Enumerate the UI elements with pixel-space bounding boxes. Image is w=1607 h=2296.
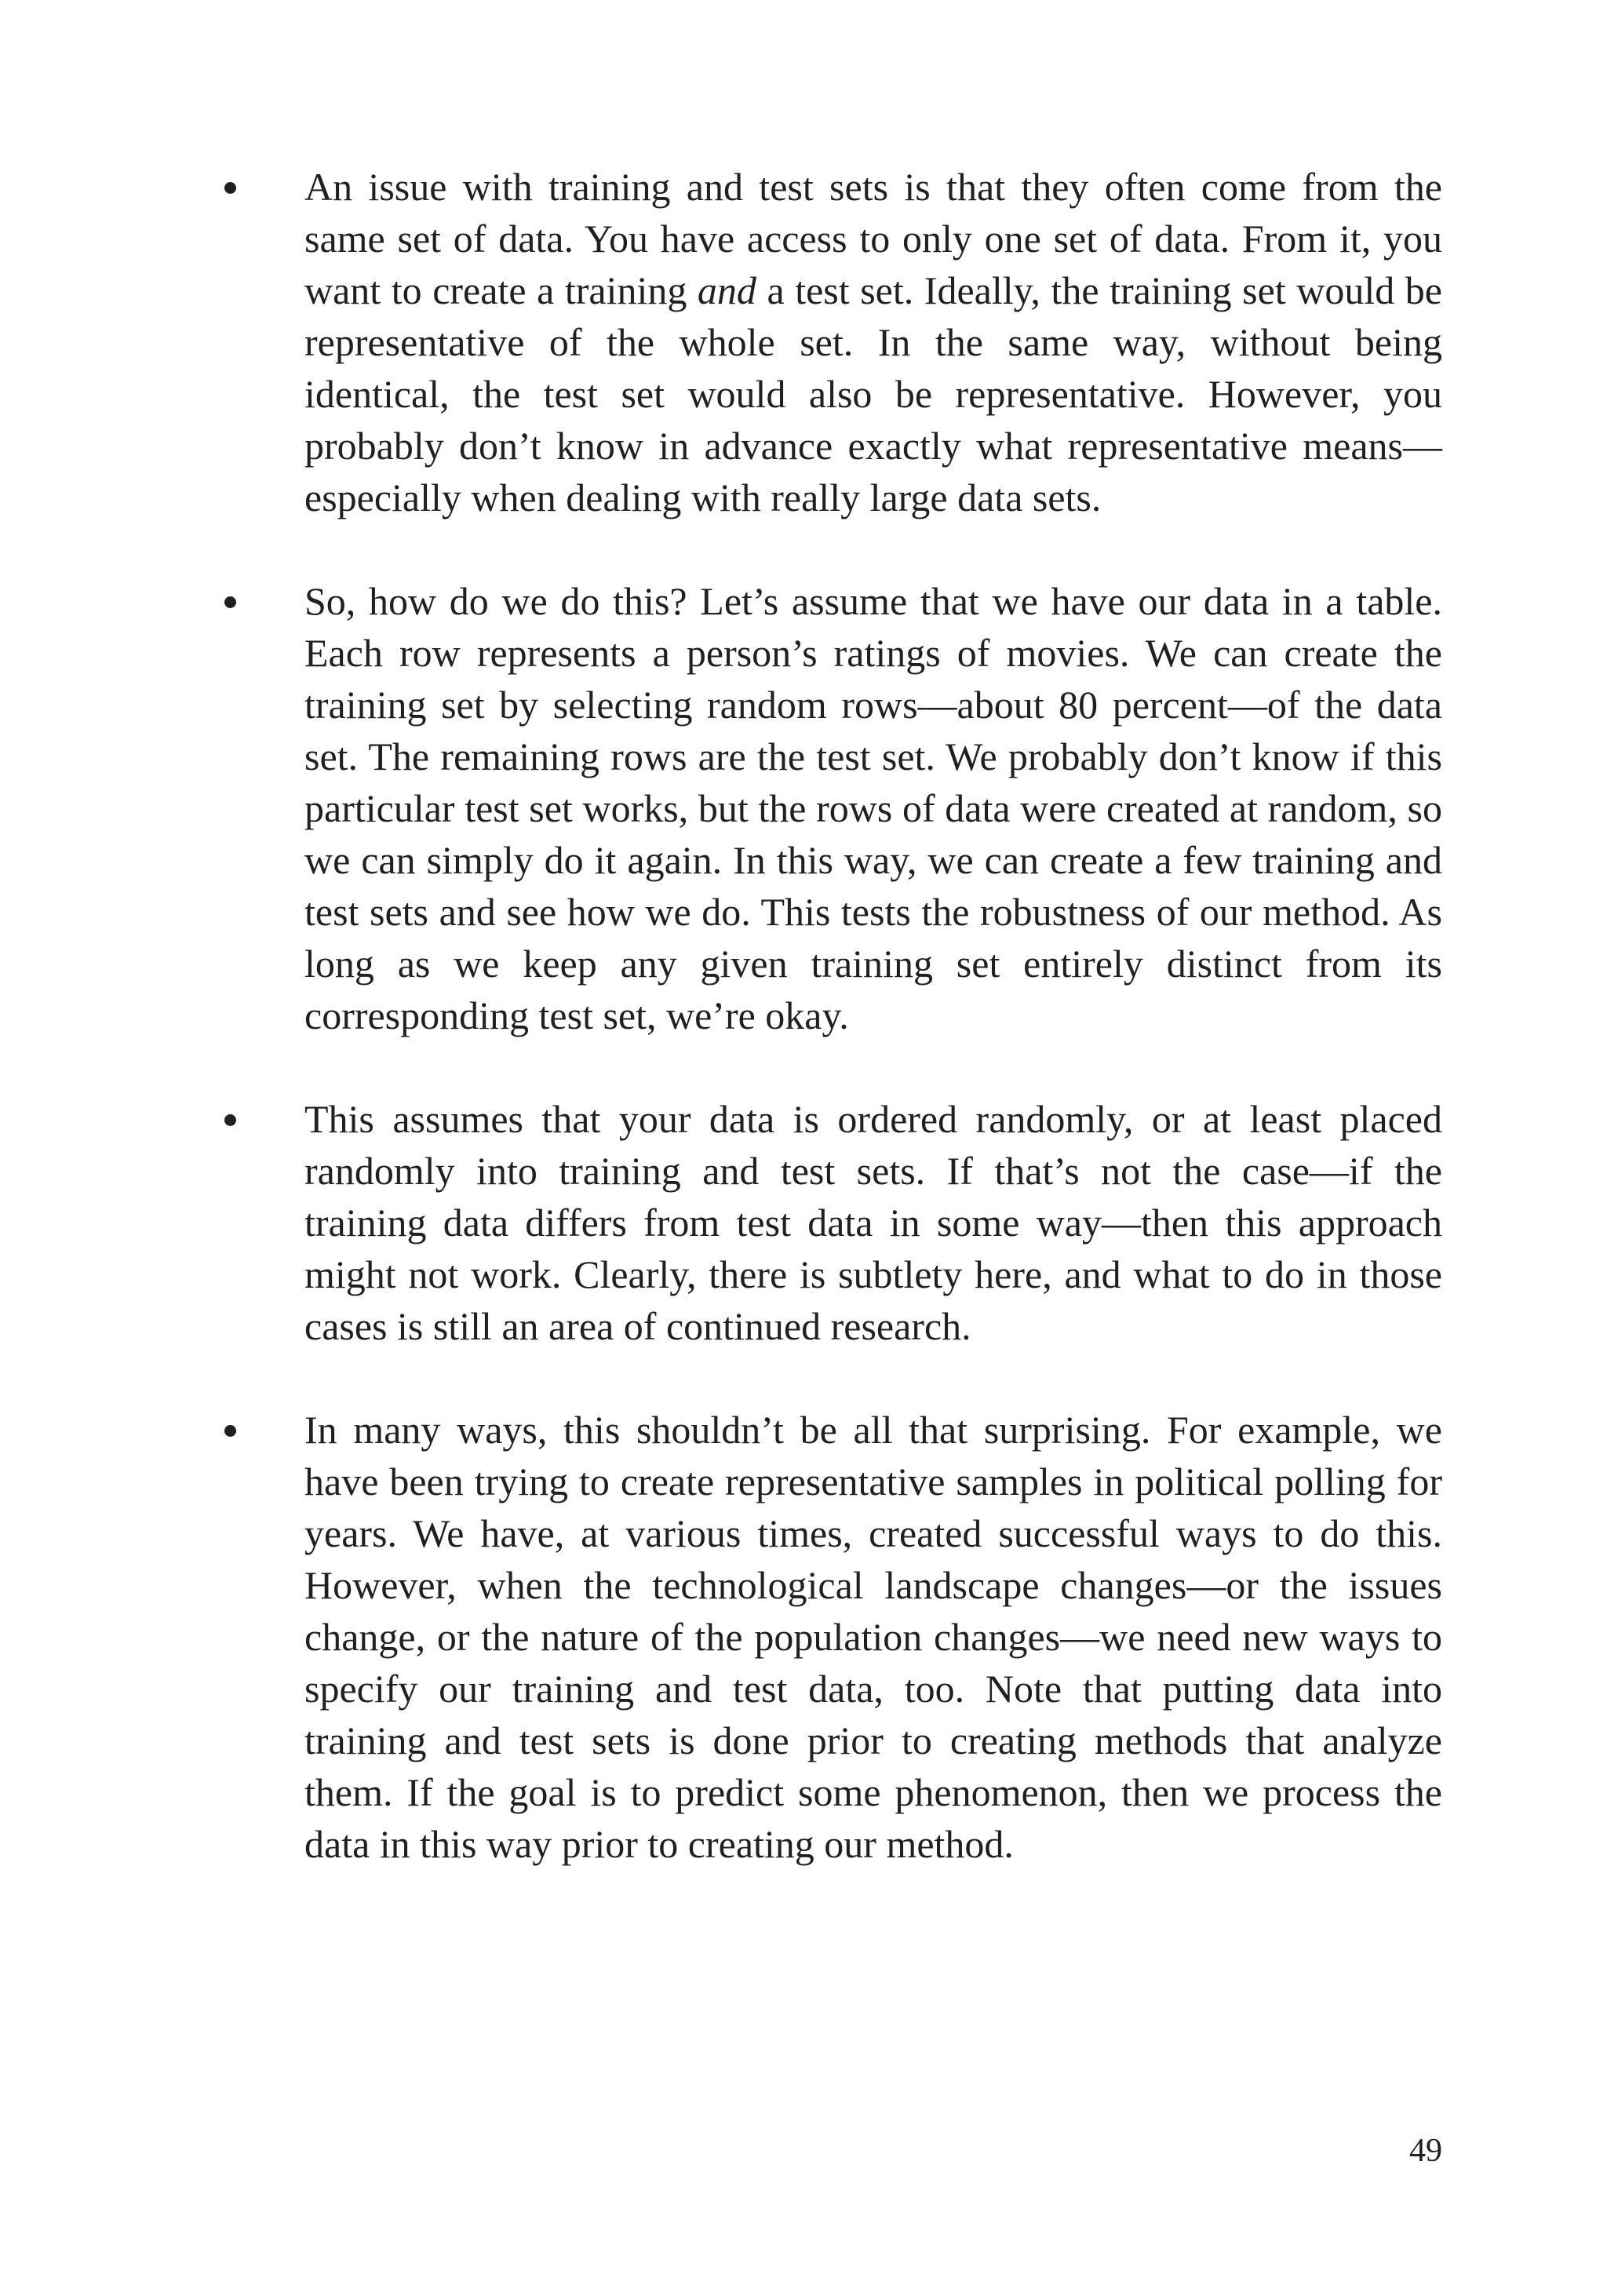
bullet-item-3 — [221, 1093, 1442, 1352]
text-segment: a test set. Ideally, the training set would be representative of the whole set. In the same way, without being identical, the test set would also be representative. However, you probably don’t know in advance exactly what representative means—especially when dealing with really large data sets. — [304, 268, 1443, 519]
bullet-text — [304, 165, 1442, 519]
bullet-dot-icon — [224, 1425, 236, 1437]
bullet-text — [304, 1408, 1442, 1866]
bullet-text — [304, 579, 1442, 1037]
bullet-dot-icon — [224, 1114, 236, 1126]
text-segment: This assumes that your data is ordered randomly, or at least placed randomly into training and test sets. If that’s not the case—if the training data differs from test data in some way—then this approach might not work. Clearly, there is subtlety here, and what to do in those cases is still an area of continued research. — [304, 1097, 1442, 1348]
bullet-text — [304, 1097, 1442, 1348]
bullet-item-2 — [221, 575, 1442, 1041]
text-segment: An issue with training and test sets is that they often come from the same set of data. You have access to only one set of data. From it, you want to create a training — [304, 165, 1442, 312]
text-segment: So, how do we do this? Let’s assume that we have our data in a table. Each row represents a person’s ratings of movies. We can create the training set by selecting random rows—about 80 percent—of the data set. The remaining rows are the test set. We probably don’t know if this particular test set works, but the rows of data were created at random, so we can simply do it again. In this way, we can create a few training and test sets and see how we do. This tests the robustness of our method. As long as we keep any given training set entirely distinct from its corresponding test set, we’re okay. — [304, 579, 1442, 1037]
text-segment: In many ways, this shouldn’t be all that surprising. For example, we have been trying to create representative samples in political polling for years. We have, at various times, created successful ways to do this. However, when the technological landscape changes—or the issues change, or the nature of the population changes—we need new ways to specify our training and test data, too. Note that putting data into training and test sets is done prior to creating methods that analyze them. If the goal is to predict some phenomenon, then we process the data in this way prior to creating our method. — [304, 1408, 1442, 1866]
bullet-dot-icon — [224, 182, 236, 194]
page-number: 49 — [1409, 2133, 1442, 2169]
bullet-item-4 — [221, 1404, 1442, 1870]
bullet-list — [221, 161, 1442, 1922]
bullet-item-1 — [221, 161, 1442, 523]
italic-text-segment: and — [697, 268, 756, 312]
bullet-dot-icon — [224, 596, 236, 608]
